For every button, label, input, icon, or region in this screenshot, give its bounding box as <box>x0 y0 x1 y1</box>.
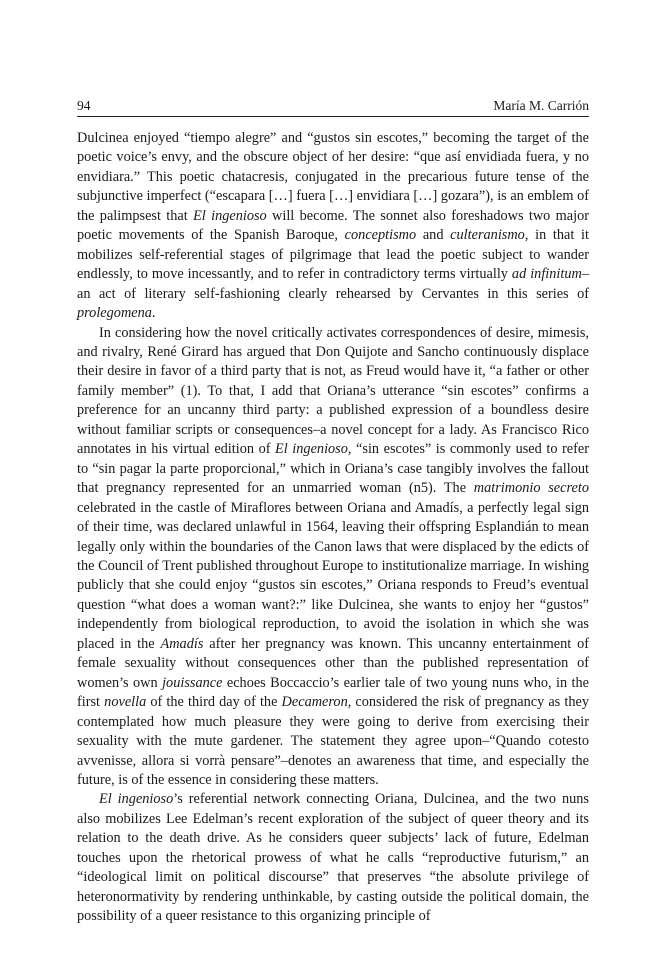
italic-text: ad infinitum <box>511 266 582 283</box>
text-run: , considered the risk of pregnancy as they contemplated how much pleasure they were going to derive from exercising their sexuality with the mute gardener. The statement they agree upon–“Quando cotesto avvenisse, allora si vorrà pensare”–denotes an awareness that time, and especially the future, is of the essence in considering these matters. <box>77 694 589 788</box>
italic-text: novella <box>104 694 147 711</box>
text-run: Dulcinea enjoyed “tiempo alegre” and “gustos sin escotes,” becoming the target of the poetic voice’s envy, and the obscure object of her desire: “que así envidiada fuera, y no envidiara.” This poetic chatacresis, conjugated in the precarious future tense of the subjunctive imperfect (“escapara […] fuera […] envidiara […] gozara”), is an emblem of the palimpsest that <box>77 130 589 224</box>
italic-text: El ingenioso <box>99 791 174 808</box>
text-run: after her pregnancy was known. This uncanny entertainment of female sexuality without consequences other than the published representation of women’s own <box>77 635 589 691</box>
running-head-author: María M. Carrión <box>493 98 589 113</box>
italic-text: culteranismo <box>450 227 525 244</box>
text-run: , in that it mobilizes self-referential stages of pilgrimage that lead the poetic subject to wander endlessly, to move incessantly, and to refer in contradictory terms virtually <box>77 227 589 283</box>
paragraph <box>77 790 589 926</box>
body-text <box>77 129 589 927</box>
text-run: celebrated in the castle of Miraflores between Oriana and Amadís, a perfectly legal sign of their time, was declared unlawful in 1564, leaving their offspring Esplandián to mean legally only within the boundaries of the Canon laws that were displaced by the edicts of the Council of Trent published throughout Europe to institutionalize marriage. In wishing publicly that she could enjoy “gustos sin escotes,” Oriana responds to Freud’s eventual question “what does a woman want?:” like Dulcinea, she wants to enjoy her “gustos” independently from biological reproduction, to avoid the isolation in which she was placed in the <box>77 499 589 652</box>
italic-text: conceptismo <box>344 227 417 244</box>
text-run: In considering how the novel critically activates correspondences of desire, mimesis, and rivalry, René Girard has argued that Don Quijote and Sancho continuously displace their desire in favor of a third party that is not, as Freud would have it, “a father or other family member” (1). To that, I add that Oriana’s utterance “sin escotes” confirms a preference for an uncanny third party: a published expression of a boundless desire without familiar scripts or consequences–a novel concept for a lady. As Francisco Rico annotates in his virtual edition of <box>77 324 589 458</box>
italic-text: prolegomena <box>77 305 152 322</box>
text-run: and <box>416 227 451 244</box>
italic-text: matrimonio secreto <box>473 480 589 497</box>
text-run: ’s referential network connecting Oriana, Dulcinea, and the two nuns also mobilizes Lee Edelman’s recent exploration of the subject of queer theory and its relation to the death drive. As he considers queer subjects’ lack of future, Edelman touches upon the rhetorical prowess of what he calls “reproductive futurism,” an “ideological limit on political discourse” that preserves “the absolute privilege of heteronormativity by rendering unthinkable, by casting outside the political domain, the possibility of a queer resistance to this organizing principle of <box>77 791 589 925</box>
italic-text: jouissance <box>162 674 223 691</box>
italic-text: El ingenioso <box>193 207 267 224</box>
italic-text: El ingenioso <box>275 441 348 458</box>
text-run: will become. The sonnet also foreshadows two major poetic movements of the Spanish Baroque, <box>77 207 589 244</box>
text-run: . <box>151 305 156 322</box>
paragraph <box>77 129 589 324</box>
page-number: 94 <box>77 98 91 113</box>
text-run: –an act of literary self-fashioning clearly rehearsed by Cervantes in this series of <box>77 266 589 302</box>
paragraph <box>77 324 589 791</box>
text-run: echoes Boccaccio’s earlier tale of two young nuns who, in the first <box>77 674 589 711</box>
italic-text: Amadís <box>160 635 204 652</box>
text-run: of the third day of the <box>146 694 282 711</box>
running-header <box>77 96 589 117</box>
italic-text: Decameron <box>281 694 348 711</box>
text-run: , “sin escotes” is commonly used to refer to “sin pagar la parte proporcional,” which in Oriana’s case tangibly involves the fallout that pregnancy represented for an unmarried woman (n5). The <box>77 441 589 497</box>
